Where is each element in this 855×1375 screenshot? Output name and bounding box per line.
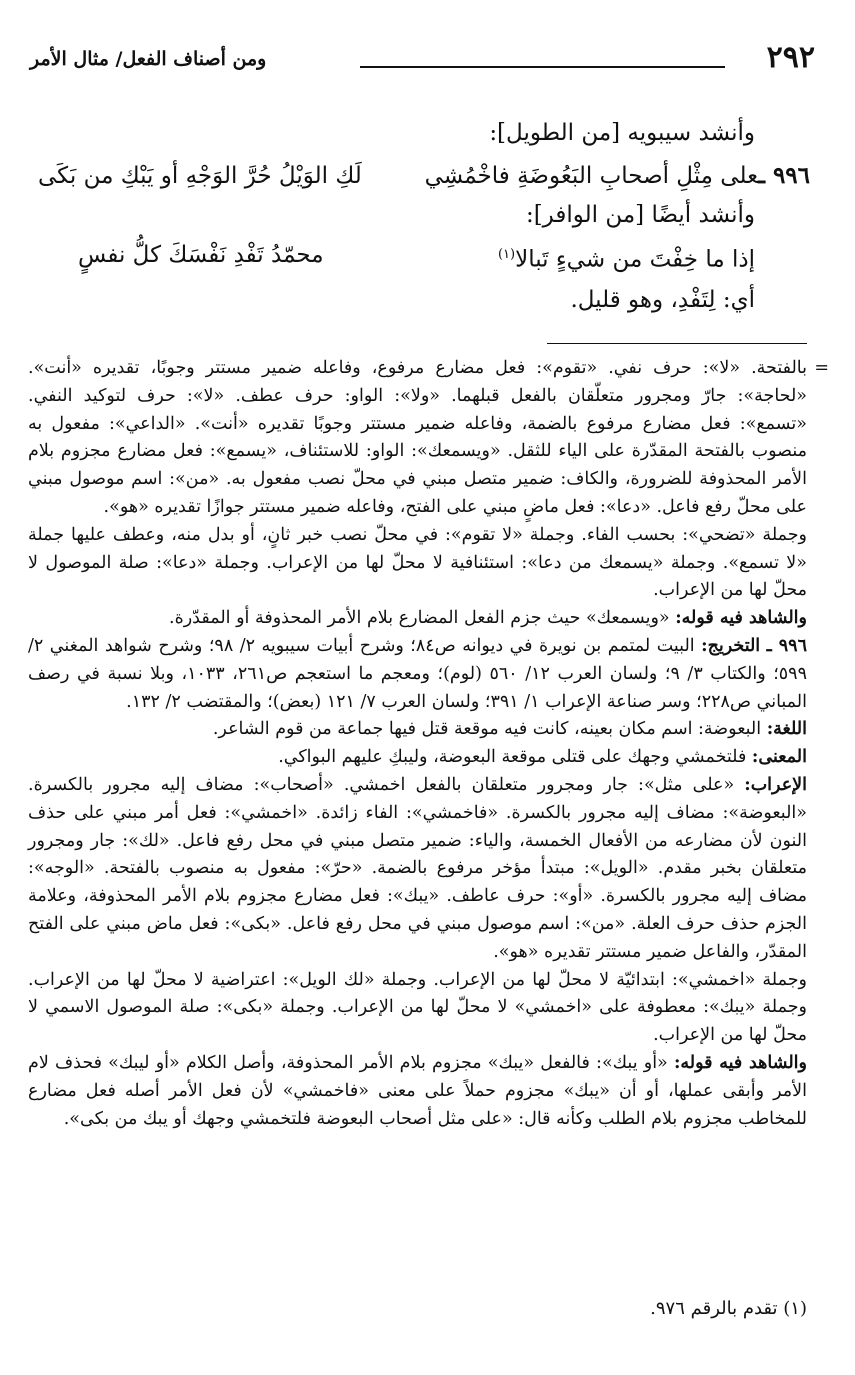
verse-first-hemistich (425, 158, 810, 194)
footnote-marker: (١) (497, 247, 516, 262)
irab-label: الإعراب: (744, 774, 807, 795)
hemistich-1-text: على مِثْلِ أصحابِ البَعُوضَةِ فاخْمُشِي (424, 163, 759, 189)
verse-number: ٩٩٦ ـ (758, 162, 810, 189)
continuation-shahid-label: والشاهد فيه قوله: (675, 608, 807, 629)
shahid-paragraph (28, 1050, 807, 1133)
verse-intro-1: وأنشد سيبويه [من الطويل]: (489, 120, 755, 146)
page-footnote: (١) تقدم بالرقم ٩٧٦. (650, 1298, 807, 1319)
continuation-text: بالفتحة. «لا»: حرف نفي. «تقوم»: فعل مضارع مرفوع، وفاعله ضمير مستتر وجوبًا، تقديره «أنت». «لحاجة»: جارّ ومجرور متعلّقان بالفعل قبلهما. «ولا»: الواو: حرف عطف. «لا»: حرف لتوكيد النفي. «تسمع»: فعل مضارع مرفوع بالضمة، وفاعله ضمير مستتر وجوبًا تقديره «أنت». «الداعي»: مفعول به منصوب بالفتحة المقدّرة على الياء للثقل. «ويسمعك»: الواو: للاستئناف، «يسمع»: فعل مضارع مجزوم بلام الأمر المحذوفة للضرورة، والكاف: ضمير متصل مبني في محلّ نصب مفعول به. «من»: اسم موصول مبني على محلّ رفع فاعل. «دعا»: فعل ماضٍ مبني على الفتح، وفاعله ضمير مستتر جوازًا تقديره «هو». (28, 358, 807, 517)
header-rule (360, 66, 725, 68)
verse-2-first-hemistich (78, 237, 324, 273)
irab-text: «على مثل»: جار ومجرور متعلقان بالفعل اخمشي. «أصحاب»: مضاف إليه مجرور بالكسرة. «البعوضة»: مضاف إليه مجرور بالكسرة. «فاخمشي»: الفاء زائدة. «اخمشي»: فعل أمر مبني على حذف النون لأن مضارعه من الأفعال الخمسة، والياء: ضمير متصل مبني في محل رفع فاعل. «لك»: جار ومجرور متعلقان بخبر مقدم. «الويل»: مبتدأ مؤخر مرفوع بالضمة. «حرّ»: مفعول به منصوب بالفتحة. «الوجه»: مضاف إليه مجرور بالكسرة. «أو»: حرف عاطف. «يبك»: فعل مضارع مجزوم بلام الأمر المحذوفة، وعلامة الجزم حذف حرف العلة. «من»: اسم موصول مبني في محل رفع فاعل. «بكى»: فعل ماض مبني على الفتح المقدّر، والفاعل ضمير مستتر تقديره «هو». (28, 774, 807, 962)
verse-gloss: أي: لِتَفْدِ، وهو قليل. (570, 287, 755, 313)
takhrij-number: ٩٩٦ ـ (766, 635, 807, 656)
lugha-label: اللغة: (766, 719, 807, 740)
running-title: ومن أصناف الفعل/ مثال الأمر (30, 48, 267, 70)
verse-intro-2: وأنشد أيضًا [من الوافر]: (525, 202, 755, 228)
sentences-paragraph: وجملة «اخمشي»: ابتدائيّة لا محلّ لها من الإعراب. وجملة «لك الويل»: اعتراضية لا محلّ لها من الإعراب. وجملة «يبك»: معطوفة على «اخمشي» لا محلّ لها من الإعراب. وجملة «بكى»: صلة الموصول الاسمي لا محلّ لها من الإعراب. (28, 969, 807, 1046)
mana-paragraph (28, 744, 807, 772)
continuation-shahid-text: «ويسمعك» حيث جزم الفعل المضارع بلام الأمر المحذوفة أو المقدّرة. (169, 608, 670, 629)
takhrij-label: التخريج: (701, 635, 761, 656)
verse-second-hemistich: لَكِ الوَيْلُ حُرَّ الوَجْهِ أو يَبْكِ من بَكَى (38, 163, 362, 189)
verse-2-second-hemistich-text: إذا ما خِفْتَ من شيءٍ تَبالا (515, 246, 755, 273)
verse-2-first-hemistich-text: محمّدُ تَفْدِ نَفْسَكَ كلُّ نفسٍ (78, 242, 324, 268)
footnote-commentary (28, 355, 829, 1133)
verse-2-second-hemistich (498, 237, 755, 278)
lugha-paragraph (28, 716, 807, 744)
lugha-text: البعوضة: اسم مكان بعينه، كانت فيه موقعة قتل فيها جماعة من قوم الشاعر. (212, 719, 762, 740)
page-header (30, 40, 815, 80)
continuation-sentences: وجملة «تضحي»: بحسب الفاء. وجملة «لا تقوم»: في محلّ نصب خبر ثانٍ، أو بدل منه، وعطف عليها جملة «لا تسمع». وجملة «يسمعك من دعا»: استئنافية لا محلّ لها من الإعراب. وجملة «دعا»: صلة الموصول لا محلّ لها من الإعراب. (28, 524, 807, 601)
continuation-mark: = (814, 358, 829, 378)
continuation-shahid (28, 605, 807, 633)
takhrij-text: البيت لمتمم بن نويرة في ديوانه ص٨٤؛ وشرح أبيات سيبويه ٢/ ٩٨؛ وشرح شواهد المغني ٢/ ٥٩٩؛ والكتاب ٣/ ٩؛ ولسان العرب ١٢/ ٥٦٠ (لوم)؛ ومعجم ما استعجم ص٢٦١، ١٠٣٣، وبلا نسبة في رصف المباني ص٢٢٨؛ وسر صناعة الإعراب ١/ ٣٩١؛ ولسان العرب ٧/ ١٢١ (بعض)؛ والمقتضب ٢/ ١٣٢. (28, 635, 807, 712)
irab-paragraph (28, 772, 807, 967)
mana-text: فلتخمشي وجهك على قتلى موقعة البعوضة، وليبكِ عليهم البواكي. (278, 747, 747, 768)
mana-label: المعنى: (751, 747, 807, 768)
footnote-separator (547, 343, 807, 344)
page-number: ٢٩٢ (766, 40, 815, 75)
continuation-paragraph (28, 355, 829, 522)
shahid-text: «أو يبك»: فالفعل «يبك» مجزوم بلام الأمر المحذوفة، وأصل الكلام «أو ليبك» فحذف لام الأمر وأبقى عملها، أو أن «يبك» مجزوم حملاً على معنى «فاخمشي» لأن فعل الأمر أصله فعل مضارع للمخاطب مجزوم بلام الطلب وكأنه قال: «على مثل أصحاب البعوضة فلتخمشي وجهك أو يبك من بكى». (28, 1052, 807, 1129)
takhrij-paragraph (28, 633, 807, 716)
shahid-label: والشاهد فيه قوله: (673, 1052, 807, 1073)
